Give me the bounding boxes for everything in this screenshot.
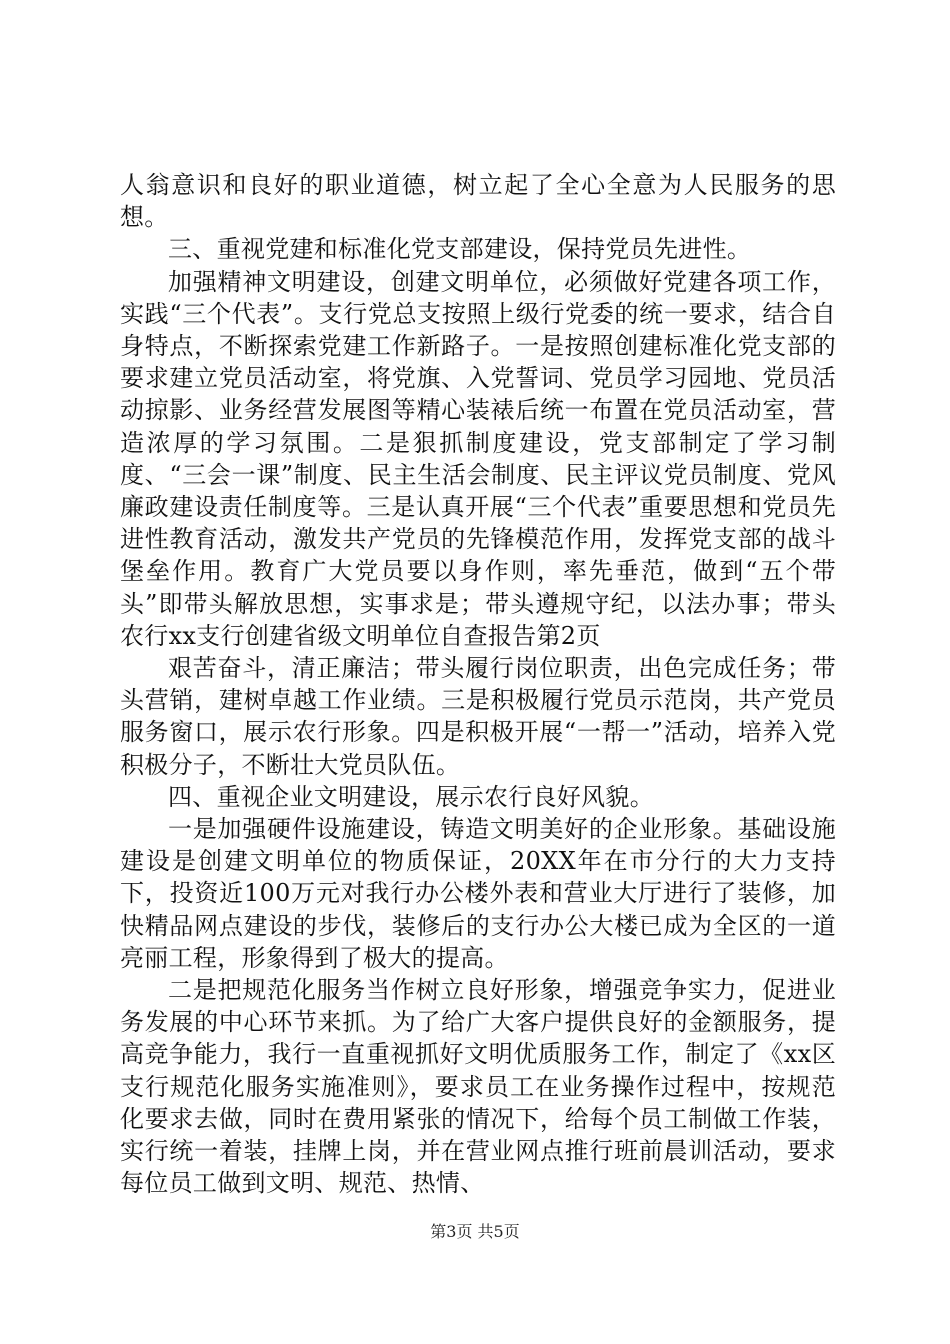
page-footer: 第3页 共5页 xyxy=(430,1222,520,1241)
section-heading-3: 三、重视党建和标准化党支部建设，保持党员先进性。 xyxy=(168,235,752,264)
document-body xyxy=(120,169,836,1200)
paragraph-3: 加强精神文明建设，创建文明单位，必须做好党建各项工作，实践“三个代表”。支行党总支按照上级行党委的统一要求，结合自身特点，不断探索党建工作新路子。一是按照创建标准化党支部的要求建立党员活动室，将党旗、入党誓词、党员学习园地、党员活动掠影、业务经营发展图等精心装裱后统一布置在党员活动室，营造浓厚的学习氛围。二是狠抓制度建设，党支部制定了学习制度、“三会一课”制度、民主生活会制度、民主评议党员制度、党风廉政建设责任制度等。三是认真开展“三个代表”重要思想和党员先进性教育活动，激发共产党员的先锋模范作用，发挥党支部的战斗堡垒作用。教育广大党员要以身作则，率先垂范，做到“五个带头”即带头解放思想，实事求是；带头遵规守纪，以法办事；带头农行xx支行创建省级文明单位自查报告第2页 xyxy=(120,267,836,650)
paragraph-6: 一是加强硬件设施建设，铸造文明美好的企业形象。基础设施建设是创建文明单位的物质保证，20XX年在市分行的大力支持下，投资近100万元对我行办公楼外表和营业大厅进行了装修，加快精品网点建设的步伐，装修后的支行办公大楼已成为全区的一道亮丽工程，形象得到了极大的提高。 xyxy=(120,815,836,972)
paragraph-7: 二是把规范化服务当作树立良好形象，增强竞争实力，促进业务发展的中心环节来抓。为了给广大客户提供良好的金额服务，提高竞争能力，我行一直重视抓好文明优质服务工作，制定了《xx区支行规范化服务实施准则》，要求员工在业务操作过程中，按规范化要求去做，同时在费用紧张的情况下，给每个员工制做工作装，实行统一着装，挂牌上岗，并在营业网点推行班前晨训活动，要求每位员工做到文明、规范、热情、 xyxy=(120,976,836,1198)
paragraph-4: 艰苦奋斗，清正廉洁；带头履行岗位职责，出色完成任务；带头营销，建树卓越工作业绩。三是积极履行党员示范岗，共产党员服务窗口，展示农行形象。四是积极开展“一帮一”活动，培养入党积极分子，不断壮大党员队伍。 xyxy=(120,654,836,779)
section-heading-4: 四、重视企业文明建设，展示农行良好风貌。 xyxy=(168,782,654,811)
paragraph-1: 人翁意识和良好的职业道德，树立起了全心全意为人民服务的思想。 xyxy=(120,171,836,232)
